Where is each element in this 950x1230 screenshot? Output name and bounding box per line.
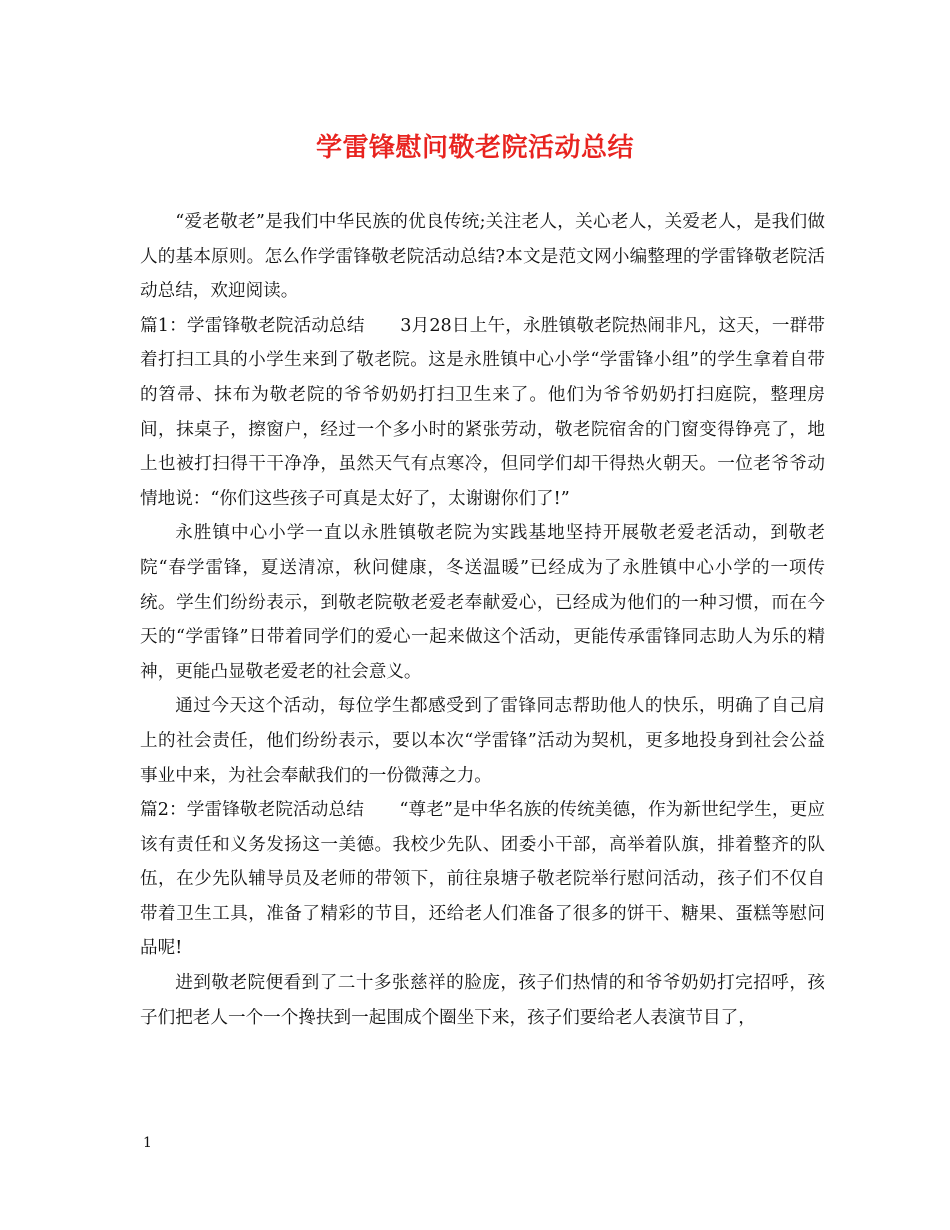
page-number: 1 (143, 1135, 152, 1151)
section-1-paragraph: 篇1：学雷锋敬老院活动总结 3月28日上午，永胜镇敬老院热闹非凡，这天，一群带着打扫工具的小学生来到了敬老院。这是永胜镇中心小学“学雷锋小组”的学生拿着自带的笤帚、抹布为敬老院的爷爷奶奶打扫卫生来了。他们为爷爷奶奶打扫庭院，整理房间，抹桌子，擦窗户，经过一个多小时的紧张劳动，敬老院宿舍的门窗变得铮亮了，地上也被打扫得干干净净，虽然天气有点寒冷，但同学们却干得热火朝天。一位老爷爷动情地说：“你们这些孩子可真是太好了，太谢谢你们了!” (140, 315, 825, 509)
body-paragraph: 通过今天这个活动，每位学生都感受到了雷锋同志帮助他人的快乐，明确了自己肩上的社会责任，他们纷纷表示，要以本次“学雷锋”活动为契机，更多地投身到社会公益事业中来，为社会奉献我们的一份微薄之力。 (140, 696, 825, 786)
body-paragraph: 进到敬老院便看到了二十多张慈祥的脸庞，孩子们热情的和爷爷奶奶打完招呼，孩子们把老人一个一个搀扶到一起围成个圈坐下来，孩子们要给老人表演节目了， (140, 973, 825, 1028)
intro-paragraph: “爱老敬老”是我们中华民族的优良传统;关注老人，关心老人，关爱老人，是我们做人的基本原则。怎么作学雷锋敬老院活动总结?本文是范文网小编整理的学雷锋敬老院活动总结，欢迎阅读。 (140, 212, 825, 302)
section-2-paragraph: 篇2：学雷锋敬老院活动总结 “尊老”是中华名族的传统美德，作为新世纪学生，更应该有责任和义务发扬这一美德。我校少先队、团委小干部，高举着队旗，排着整齐的队伍，在少先队辅导员及老师的带领下，前往泉塘子敬老院举行慰问活动，孩子们不仅自带着卫生工具，准备了精彩的节目，还给老人们准备了很多的饼干、糖果、蛋糕等慰问品呢! (140, 800, 825, 959)
body-paragraph: 永胜镇中心小学一直以永胜镇敬老院为实践基地坚持开展敬老爱老活动，到敬老院“春学雷锋，夏送清凉，秋问健康，冬送温暖”已经成为了永胜镇中心小学的一项传统。学生们纷纷表示，到敬老院敬老爱老奉献爱心，已经成为他们的一种习惯，而在今天的“学雷锋”日带着同学们的爱心一起来做这个活动，更能传承雷锋同志助人为乐的精神，更能凸显敬老爱老的社会意义。 (140, 523, 825, 682)
document-body (140, 205, 825, 1035)
document-title: 学雷锋慰问敬老院活动总结 (315, 133, 634, 163)
